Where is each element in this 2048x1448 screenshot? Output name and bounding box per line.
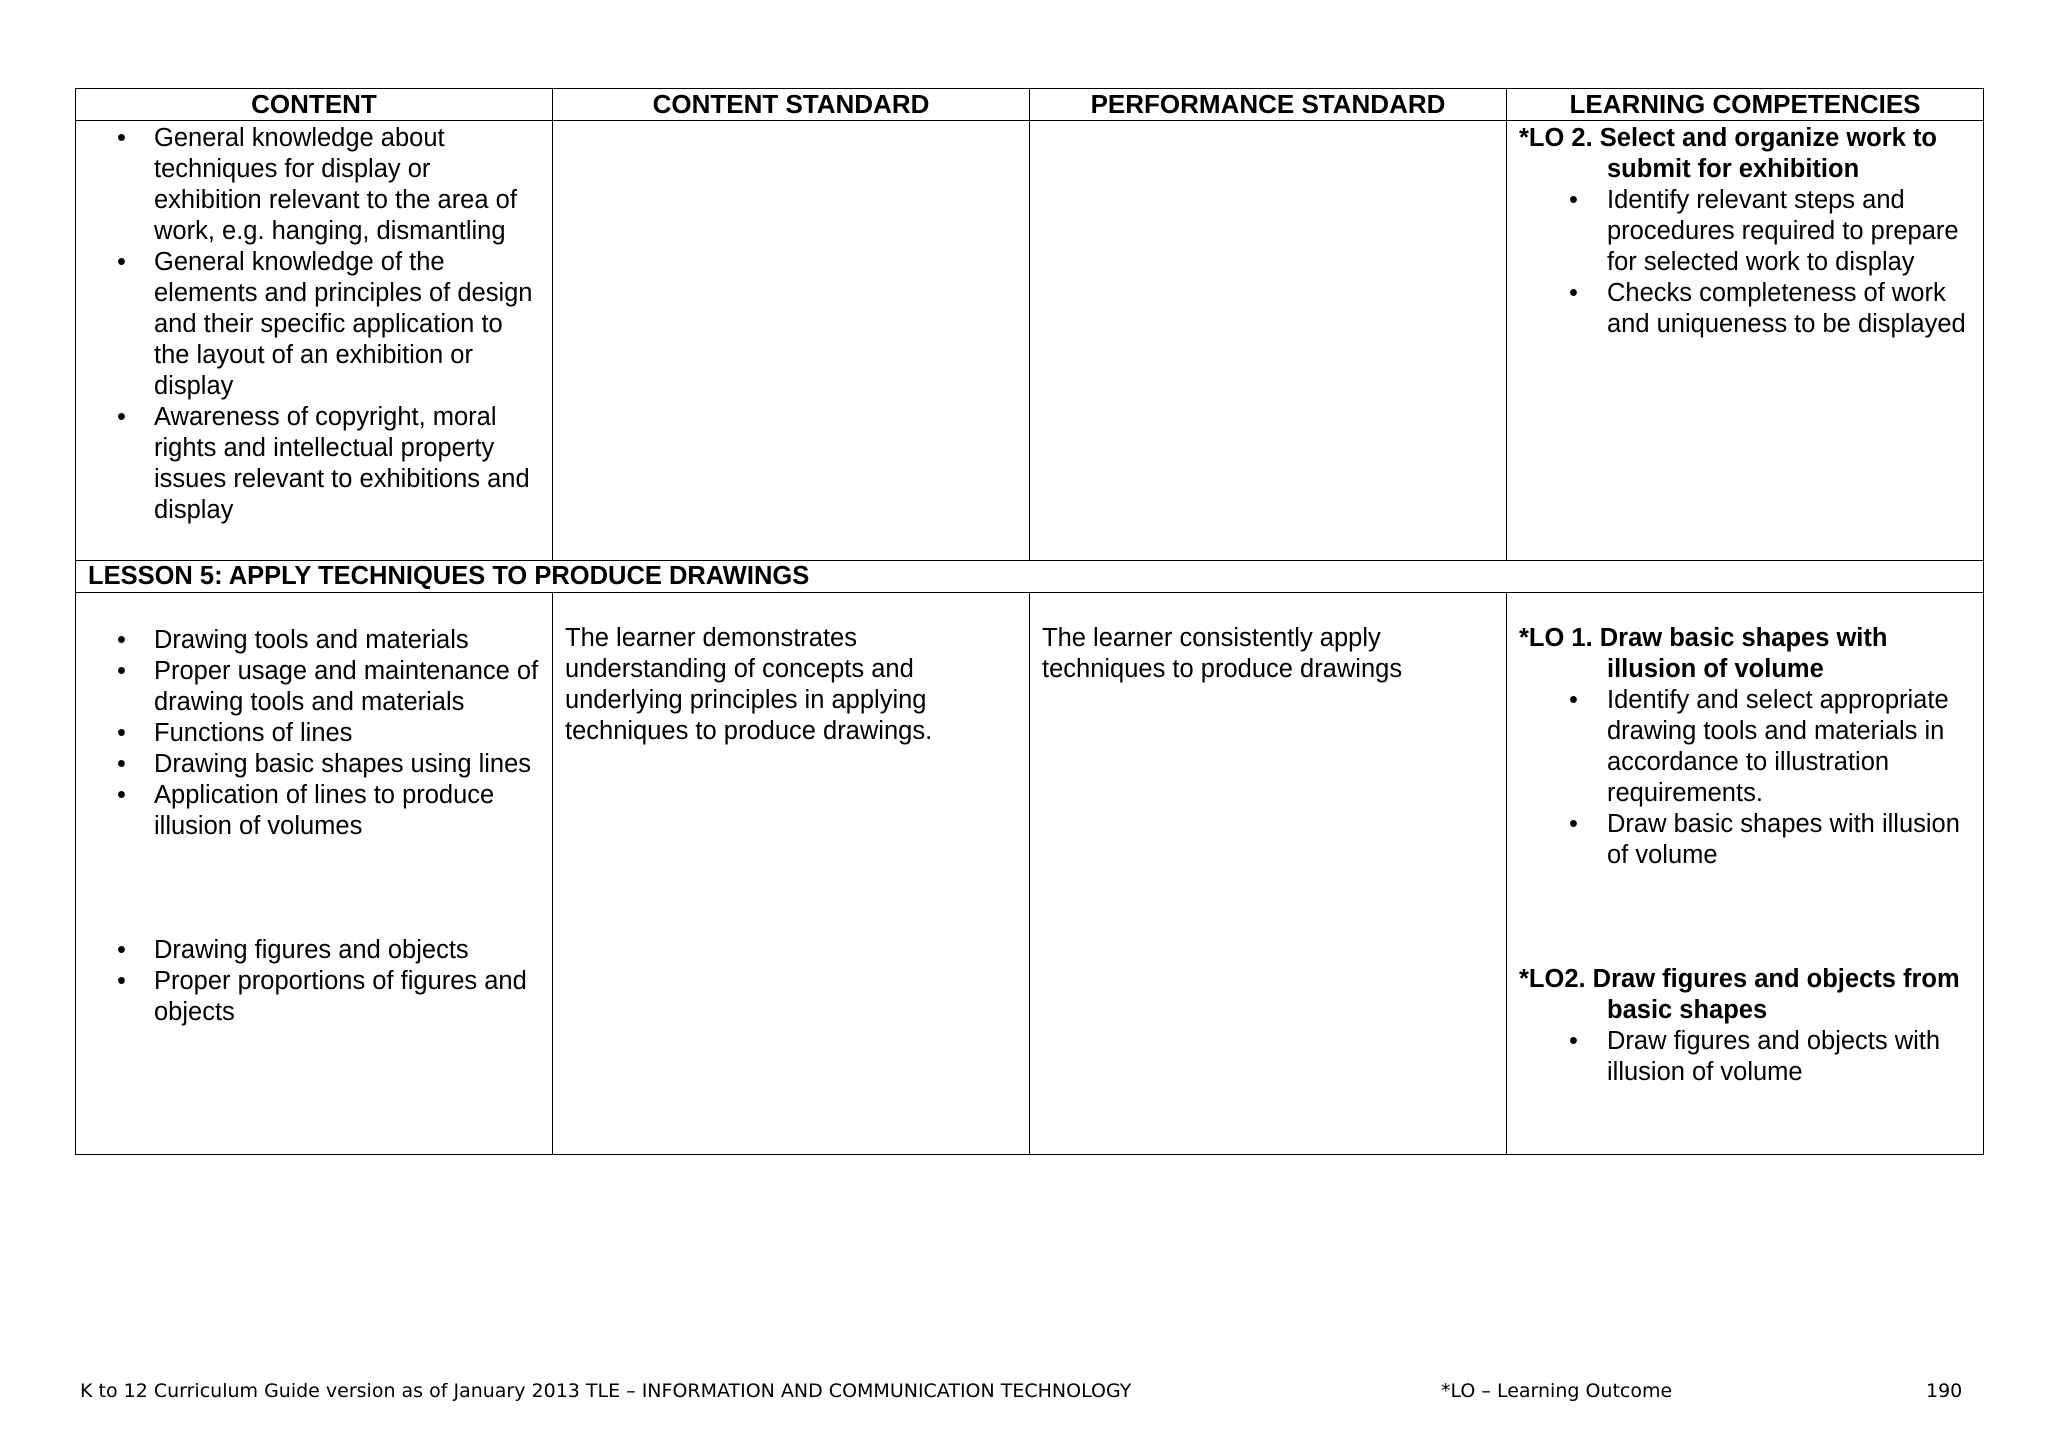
footer-title: K to 12 Curriculum Guide version as of January 2013 TLE – INFORMATION AND COMMUNICATION TECHNOLOGY (80, 1380, 1132, 1402)
list-item: • Checks completeness of work and uniqueness to be displayed (1519, 278, 1971, 340)
list-item: • Functions of lines (88, 718, 540, 749)
list-item: • Identify relevant steps and procedures required to prepare for selected work to display (1519, 185, 1971, 278)
performance-standard-text: The learner consistently apply techniques to produce drawings (1042, 624, 1403, 683)
list-item: • Awareness of copyright, moral rights and intellectual property issues relevant to exhibitions and display (88, 402, 540, 526)
content-list (88, 625, 540, 842)
list-item: • Draw basic shapes with illusion of volume (1519, 809, 1971, 871)
list-item: • Draw figures and objects with illusion of volume (1519, 1026, 1971, 1088)
lesson-row (76, 561, 1984, 593)
list-item: • Proper proportions of figures and objects (88, 966, 540, 1028)
list-item: • General knowledge about techniques for display or exhibition relevant to the area of work, e.g. hanging, dismantling (88, 123, 540, 247)
list-item: • Drawing tools and materials (88, 625, 540, 656)
list-item: • Drawing figures and objects (88, 935, 540, 966)
list-item: • Identify and select appropriate drawing tools and materials in accordance to illustration requirements. (1519, 685, 1971, 809)
table-row (76, 593, 1984, 1155)
footer-legend: *LO – Learning Outcome (1441, 1380, 1673, 1402)
list-item: • Drawing basic shapes using lines (88, 749, 540, 780)
performance-standard-cell (1030, 121, 1507, 561)
header-performance-standard: PERFORMANCE STANDARD (1030, 89, 1507, 121)
header-row (76, 89, 1984, 121)
learning-outcome-title: *LO 1. Draw basic shapes with illusion of volume (1519, 624, 1888, 683)
list-item: • Proper usage and maintenance of drawing tools and materials (88, 656, 540, 718)
content-standard-text: The learner demonstrates understanding of concepts and underlying principles in applying techniques to produce drawings. (565, 624, 933, 745)
learning-outcome-title: *LO2. Draw figures and objects from basic shapes (1519, 965, 1960, 1024)
header-learning-competencies: LEARNING COMPETENCIES (1507, 89, 1984, 121)
learning-outcome-title: *LO 2. Select and organize work to submit for exhibition (1519, 124, 1938, 183)
page-number: 190 (1926, 1380, 1963, 1402)
content-list (88, 935, 540, 1028)
list-item: • Application of lines to produce illusion of volumes (88, 780, 540, 842)
competency-list (1519, 185, 1971, 340)
content-standard-cell (553, 121, 1030, 561)
header-content: CONTENT (76, 89, 553, 121)
lesson-title: LESSON 5: APPLY TECHNIQUES TO PRODUCE DRAWINGS (76, 561, 1984, 593)
table-row (76, 121, 1984, 561)
curriculum-table (75, 88, 1984, 1155)
header-content-standard: CONTENT STANDARD (553, 89, 1030, 121)
content-list (88, 123, 540, 526)
competency-list (1519, 685, 1971, 871)
competency-list (1519, 1026, 1971, 1088)
list-item: • General knowledge of the elements and principles of design and their specific application to the layout of an exhibition or display (88, 247, 540, 402)
